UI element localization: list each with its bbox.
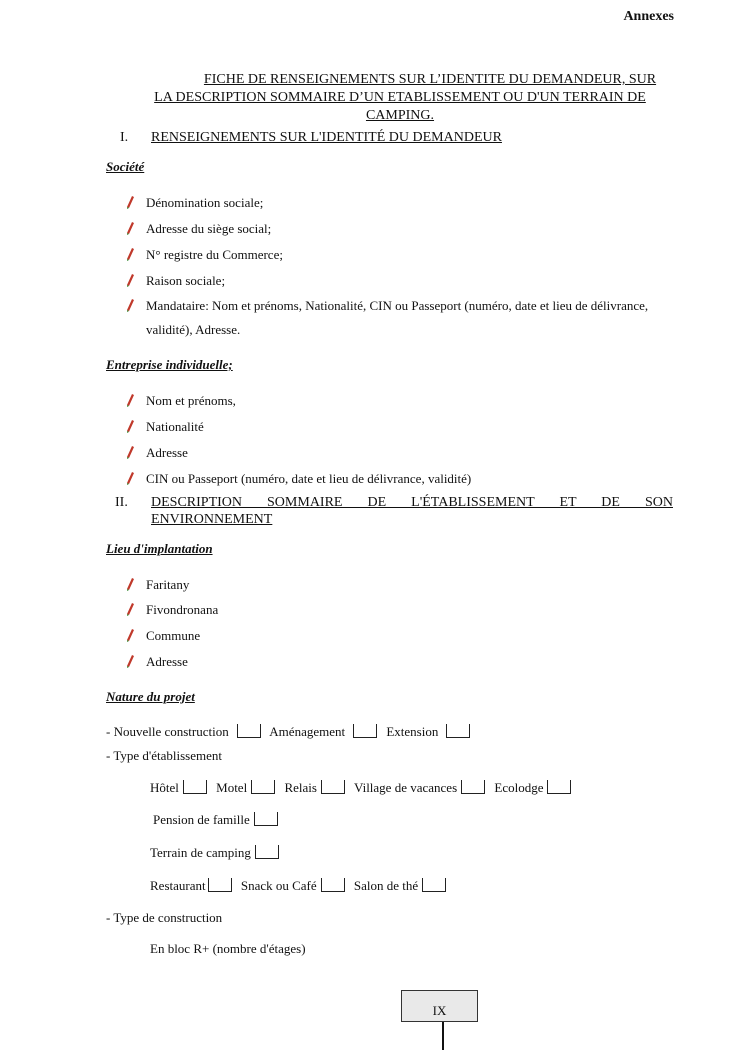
societe-item-continued: validité), Adresse. [146,322,241,337]
checkbox-amenagement[interactable] [353,724,377,738]
page-title [120,71,680,125]
page-number: IX [432,1003,447,1018]
bullet-icon [124,393,136,407]
bullet-icon [124,471,136,485]
societe-item: Raison sociale; [146,273,226,288]
entreprise-item: Nationalité [146,419,204,434]
checkbox-nouvelle-construction[interactable] [237,724,261,738]
societe-item: N° registre du Commerce; [146,247,283,262]
construction-options-row [106,724,476,740]
option-relais: Relais [284,780,317,795]
lieu-item: Adresse [146,654,188,669]
bullet-icon [124,273,136,287]
lieu-heading: Lieu d'implantation [106,541,213,556]
lieu-item: Fivondronana [146,602,219,617]
option-amenagement: Aménagement [269,724,346,739]
lieu-item: Faritany [146,577,190,592]
bullet-icon [124,445,136,459]
option-restaurant: Restaurant [150,878,206,893]
option-ecolodge: Ecolodge [494,780,544,795]
bloc-label: En bloc R+ (nombre d'étages) [150,941,306,956]
type-construction-label: - Type de construction [106,910,223,925]
option-village-de-vacances: Village de vacances [353,780,458,795]
bullet-icon [124,602,136,616]
section-2-title-line-1: DESCRIPTION SOMMAIRE DE L'ÉTABLISSEMENT ET DE SON [151,495,673,510]
checkbox-extension[interactable] [446,724,470,738]
entreprise-heading: Entreprise individuelle; [106,357,233,372]
checkbox-snack-ou-cafe[interactable] [321,878,345,892]
section-1-title: RENSEIGNEMENTS SUR L'IDENTITÉ DU DEMANDEUR [151,130,502,145]
title-line-1: FICHE DE RENSEIGNEMENTS SUR L’IDENTITE DU DEMANDEUR, SUR [203,72,657,87]
option-pension-de-famille: Pension de famille [153,812,250,827]
option-nouvelle-construction: - Nouvelle construction [106,724,229,739]
checkbox-hotel[interactable] [183,780,207,794]
bullet-icon [124,298,136,312]
bullet-icon [124,247,136,261]
bullet-icon [124,419,136,433]
bullet-icon [124,654,136,668]
option-terrain-de-camping: Terrain de camping [150,845,251,860]
entreprise-item: Nom et prénoms, [146,393,236,408]
entreprise-item: Adresse [146,445,188,460]
etablissement-row-2 [153,812,284,828]
checkbox-terrain-de-camping[interactable] [255,845,279,859]
lieu-item: Commune [146,628,201,643]
option-motel: Motel [216,780,248,795]
checkbox-village-de-vacances[interactable] [461,780,485,794]
option-extension: Extension [386,724,439,739]
entreprise-item: CIN ou Passeport (numéro, date et lieu de délivrance, validité) [146,471,472,486]
etablissement-row-3 [150,845,285,861]
bullet-icon [124,195,136,209]
type-etablissement-label: - Type d'établissement [106,748,222,763]
societe-heading: Société [106,159,145,174]
societe-item: Adresse du siège social; [146,221,272,236]
bullet-icon [124,221,136,235]
option-hotel: Hôtel [150,780,179,795]
title-line-2: LA DESCRIPTION SOMMAIRE D’UN ETABLISSEMENT OU D'UN TERRAIN DE [154,90,646,105]
etablissement-row-1 [150,780,577,796]
page-number-divider [442,1022,444,1050]
bullet-icon [124,577,136,591]
bullet-icon [124,628,136,642]
societe-item: Mandataire: Nom et prénoms, Nationalité, CIN ou Passeport (numéro, date et lieu de délivrance, [146,298,649,313]
annex-header: Annexes [623,9,674,24]
page-number-box [401,990,478,1022]
checkbox-relais[interactable] [321,780,345,794]
checkbox-motel[interactable] [251,780,275,794]
section-2-number: II. [115,495,128,510]
title-line-3: CAMPING. [365,108,435,123]
checkbox-pension-de-famille[interactable] [254,812,278,826]
checkbox-salon-de-the[interactable] [422,878,446,892]
option-salon-de-the: Salon de thé [353,878,419,893]
checkbox-restaurant[interactable] [208,878,232,892]
etablissement-row-4 [150,878,452,894]
option-snack-ou-cafe: Snack ou Café [240,878,317,893]
nature-heading: Nature du projet [106,689,195,704]
societe-item: Dénomination sociale; [146,195,264,210]
section-2-title-line-2: ENVIRONNEMENT [151,512,273,527]
checkbox-ecolodge[interactable] [547,780,571,794]
section-1-number: I. [120,130,129,145]
